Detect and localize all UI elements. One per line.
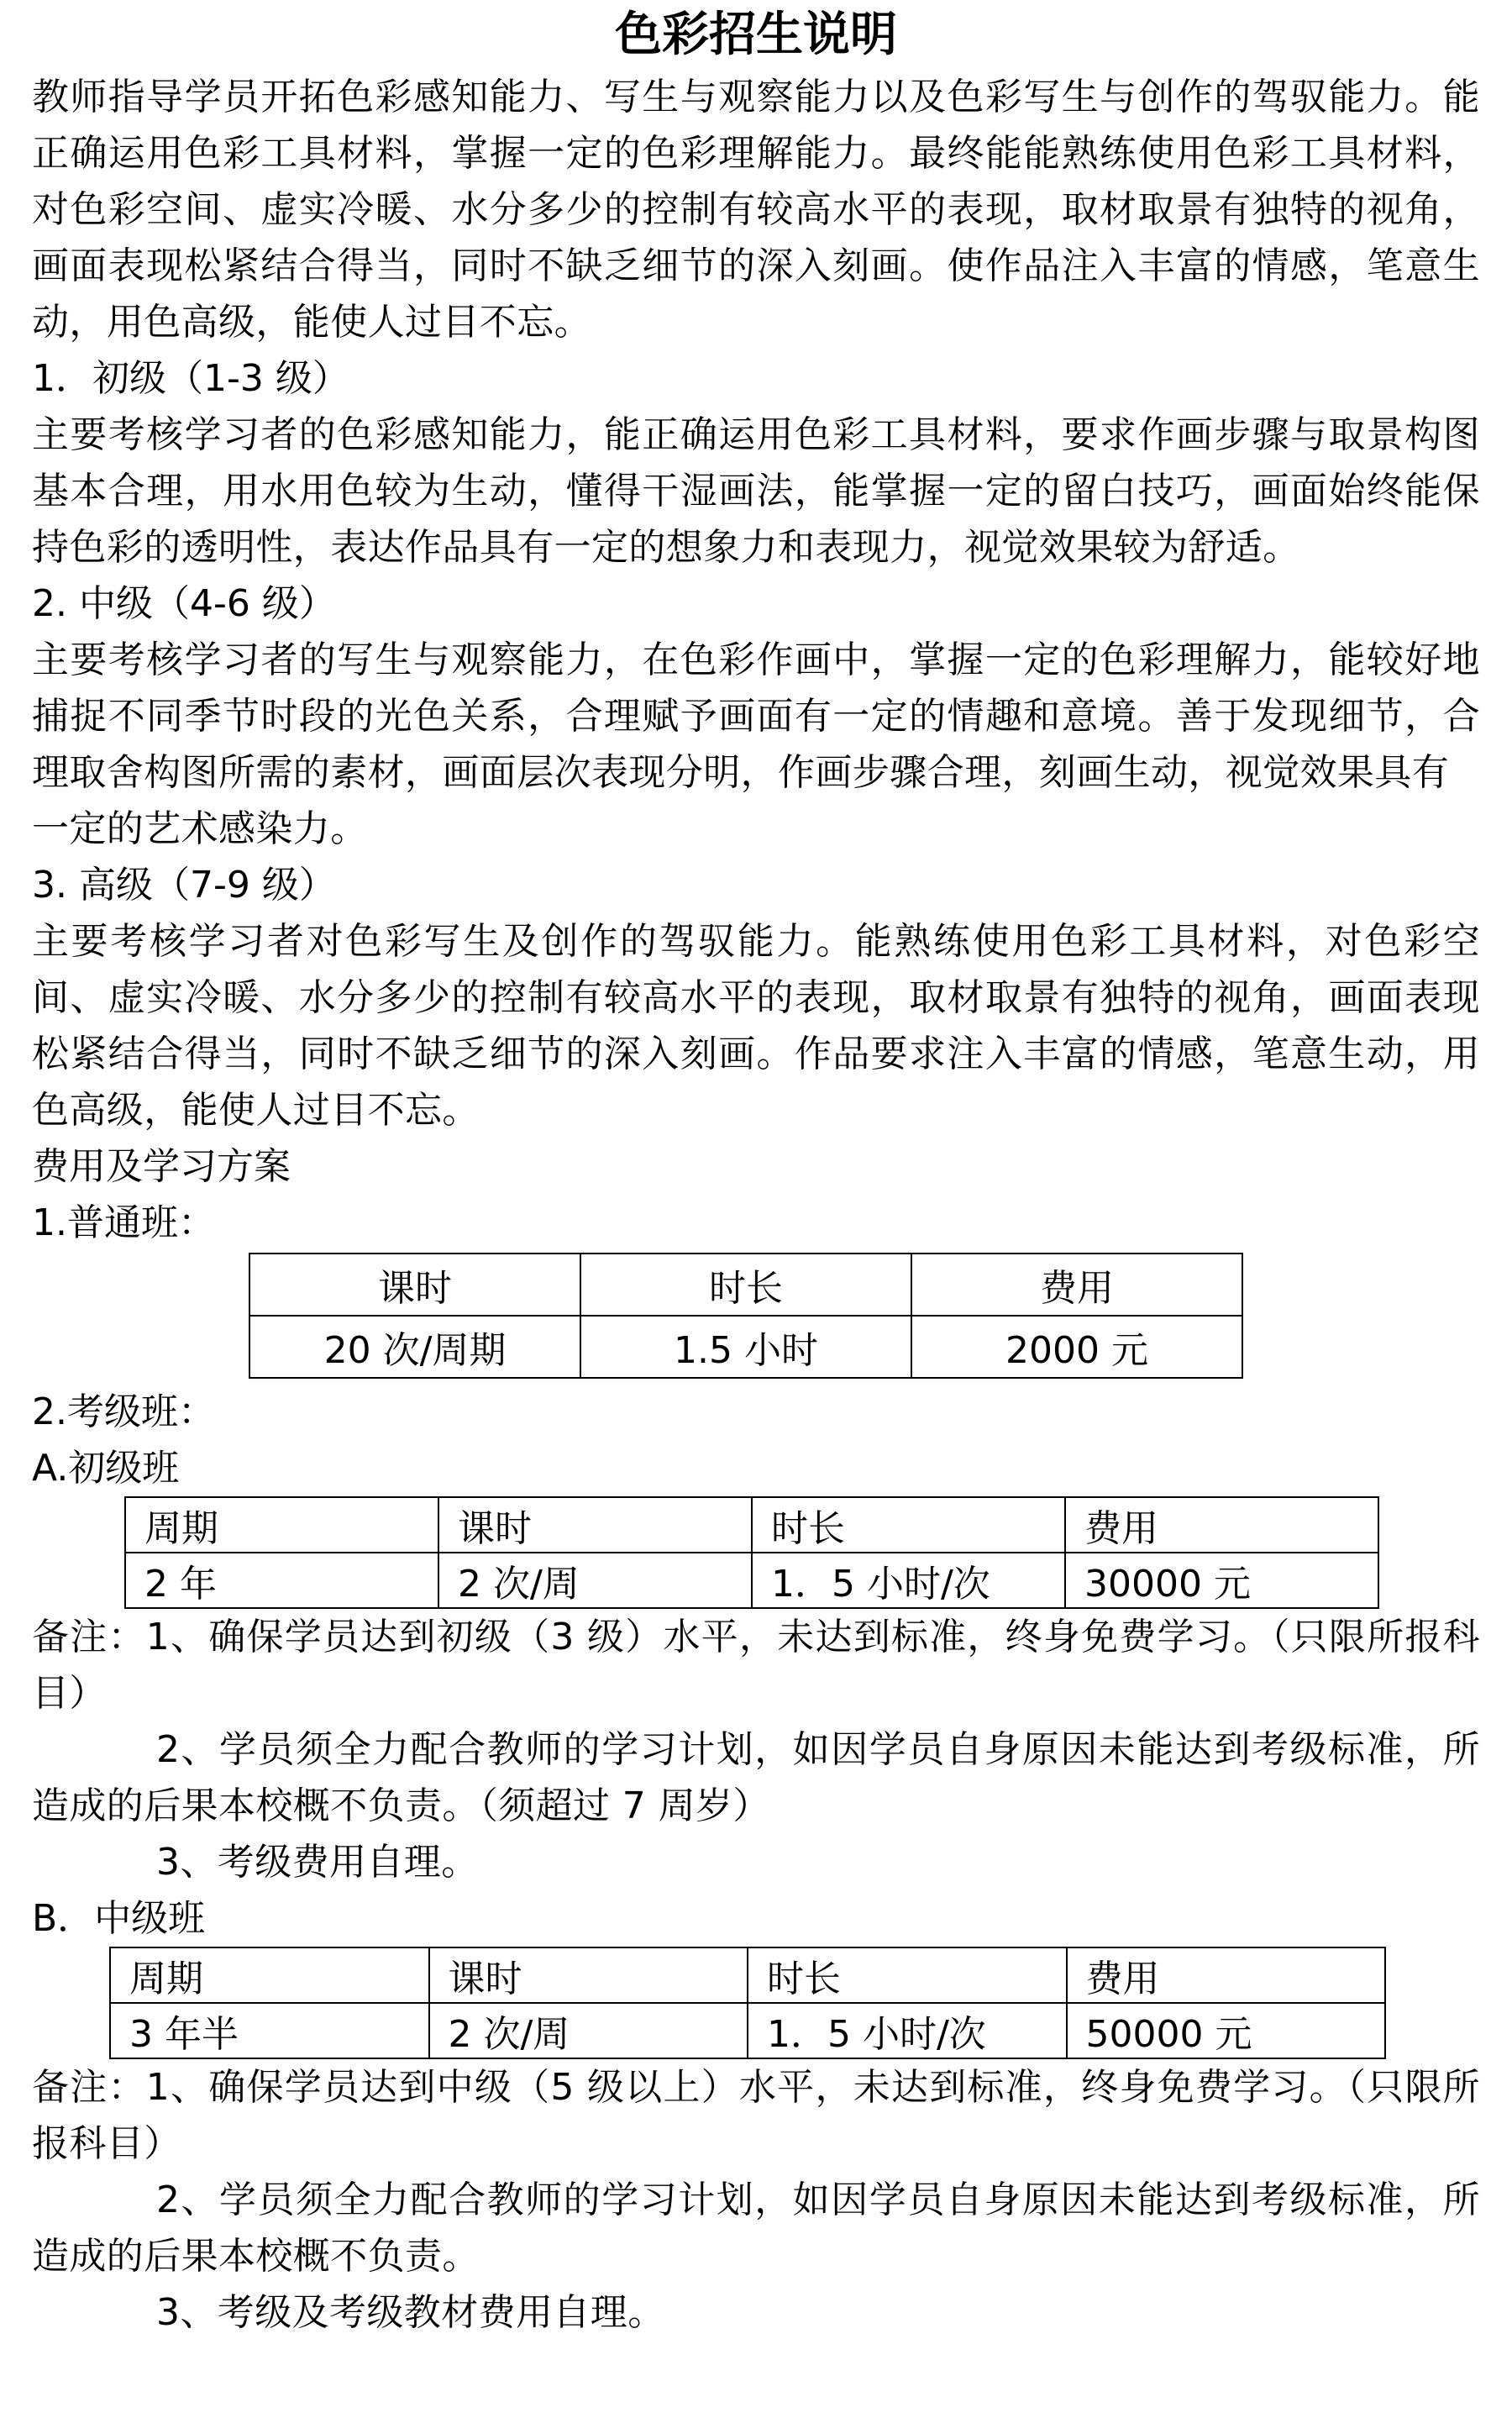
table-cell: 1．5 小时/次 [752,1553,1065,1608]
table-header-row [110,1947,1385,2003]
table-cell: 2 次/周 [438,1553,752,1608]
table-cell: 3 年半 [110,2003,429,2058]
intermediate-note-2: 2、学员须全力配合教师的学习计划，如因学员自身原因未能达到考级标准，所造成的后果本校概不负责。 [32,2179,1480,2278]
table-header-cell: 时长 [580,1254,911,1316]
regular-class-table [249,1253,1243,1379]
table-row [125,1553,1378,1608]
table-cell: 2 年 [125,1553,438,1608]
table-header-cell: 周期 [125,1497,438,1553]
level-1-heading: 1．初级（1-3 级） [32,357,349,400]
level-2-heading: 2. 中级（4-6 级） [32,582,336,625]
table-cell: 2 次/周 [429,2003,748,2058]
fees-heading: 费用及学习方案 [32,1145,291,1188]
beginner-note-1: 备注：1、确保学员达到初级（3 级）水平，未达到标准，终身免费学习。（只限所报科目） [32,1616,1480,1715]
table-header-row [249,1254,1242,1316]
beginner-note-3: 3、考级费用自理。 [156,1841,479,1884]
table-cell: 1.5 小时 [580,1316,911,1378]
table-header-cell: 费用 [1067,1947,1386,2003]
table-cell: 2000 元 [911,1316,1242,1378]
level-1-text: 主要考核学习者的色彩感知能力，能正确运用色彩工具材料，要求作画步骤与取景构图基本合理，用水用色较为生动，懂得干湿画法，能掌握一定的留白技巧，画面始终能保持色彩的透明性，表达作品具有一定的想象力和表现力，视觉效果较为舒适。 [32,413,1480,569]
table-row [110,2003,1385,2058]
level-3-text: 主要考核学习者对色彩写生及创作的驾驭能力。能熟练使用色彩工具材料，对色彩空间、虚实冷暖、水分多少的控制有较高水平的表现，取材取景有独特的视角，画面表现松紧结合得当，同时不缺乏细节的深入刻画。作品要求注入丰富的情感，笔意生动，用色高级，能使人过目不忘。 [32,920,1480,1132]
beginner-note-2: 2、学员须全力配合教师的学习计划，如因学员自身原因未能达到考级标准，所造成的后果本校概不负责。（须超过 7 周岁） [32,1728,1480,1827]
document-title: 色彩招生说明 [615,8,897,62]
document-page [32,0,1480,2341]
level-2-text-cont: 一定的艺术感染力。 [32,807,368,850]
level-3-heading: 3. 高级（7-9 级） [32,864,336,907]
table-row [249,1316,1242,1378]
table-header-cell: 费用 [1065,1497,1378,1553]
table-header-cell: 课时 [249,1254,580,1316]
intermediate-note-3: 3、考级及考级教材费用自理。 [156,2291,665,2334]
intermediate-class-table [109,1947,1386,2059]
level-2-text: 主要考核学习者的写生与观察能力，在色彩作画中，掌握一定的色彩理解力，能较好地捕捉不同季节时段的光色关系，合理赋予画面有一定的情趣和意境。善于发现细节，合理取舍构图所需的素材，画面层次表现分明，作画步骤合理，刻画生动，视觉效果具有 [32,639,1480,794]
intermediate-class-heading: B．中级班 [32,1897,206,1940]
regular-class-heading: 1.普通班： [32,1201,215,1244]
table-header-row [125,1497,1378,1553]
table-header-cell: 课时 [429,1947,748,2003]
intro-paragraph: 教师指导学员开拓色彩感知能力、写生与观察能力以及色彩写生与创作的驾驭能力。能正确运用色彩工具材料，掌握一定的色彩理解能力。最终能能熟练使用色彩工具材料，对色彩空间、虚实冷暖、水分多少的控制有较高水平的表现，取材取景有独特的视角，画面表现松紧结合得当，同时不缺乏细节的深入刻画。使作品注入丰富的情感，笔意生动，用色高级，能使人过目不忘。 [32,76,1480,344]
table-header-cell: 时长 [752,1497,1065,1553]
intermediate-note-1: 备注：1、确保学员达到中级（5 级以上）水平，未达到标准，终身免费学习。（只限所报科目） [32,2066,1480,2165]
table-header-cell: 费用 [911,1254,1242,1316]
table-header-cell: 时长 [748,1947,1067,2003]
table-header-cell: 课时 [438,1497,752,1553]
exam-class-heading: 2.考级班： [32,1390,215,1433]
table-cell: 1．5 小时/次 [748,2003,1067,2058]
table-cell: 20 次/周期 [249,1316,580,1378]
beginner-class-table [124,1496,1379,1609]
table-cell: 50000 元 [1067,2003,1386,2058]
beginner-class-heading: A.初级班 [32,1447,180,1490]
table-cell: 30000 元 [1065,1553,1378,1608]
table-header-cell: 周期 [110,1947,429,2003]
